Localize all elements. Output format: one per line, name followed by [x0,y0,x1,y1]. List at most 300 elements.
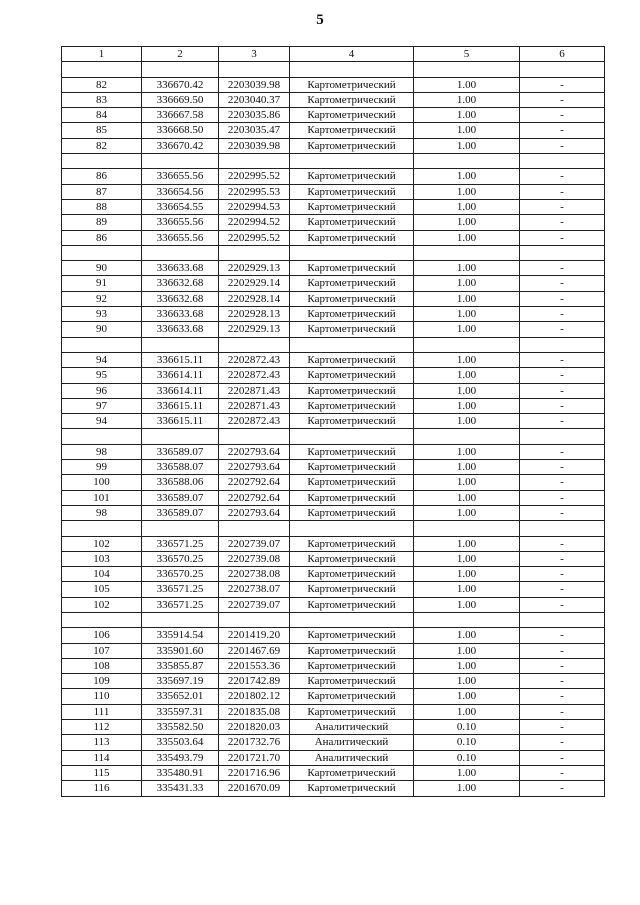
method-cell: Картометрический [290,199,414,214]
method-cell: Картометрический [290,307,414,322]
table-row [62,261,605,276]
empty-cell [414,62,520,77]
point-number-cell: 98 [62,505,142,520]
accuracy-cell: 0.10 [414,750,520,765]
y-coordinate-cell: 2202928.14 [219,291,290,306]
empty-cell [142,337,219,352]
y-coordinate-cell: 2201721.70 [219,750,290,765]
table-row [62,230,605,245]
empty-cell [414,521,520,536]
note-cell: - [520,199,605,214]
point-number-cell: 114 [62,750,142,765]
point-number-cell: 86 [62,230,142,245]
empty-cell [290,429,414,444]
x-coordinate-cell: 336588.07 [142,460,219,475]
method-cell: Аналитический [290,735,414,750]
accuracy-cell: 1.00 [414,322,520,337]
empty-cell [520,337,605,352]
accuracy-cell: 1.00 [414,765,520,780]
y-coordinate-cell: 2202792.64 [219,475,290,490]
x-coordinate-cell: 335597.31 [142,704,219,719]
accuracy-cell: 1.00 [414,261,520,276]
empty-cell [219,521,290,536]
empty-cell [142,154,219,169]
note-cell: - [520,92,605,107]
y-coordinate-cell: 2201716.96 [219,765,290,780]
method-cell: Картометрический [290,261,414,276]
x-coordinate-cell: 336632.68 [142,291,219,306]
note-cell: - [520,551,605,566]
x-coordinate-cell: 336615.11 [142,398,219,413]
y-coordinate-cell: 2201670.09 [219,781,290,796]
accuracy-cell: 1.00 [414,123,520,138]
accuracy-cell: 1.00 [414,505,520,520]
point-number-cell: 103 [62,551,142,566]
point-number-cell: 91 [62,276,142,291]
table-row [62,184,605,199]
x-coordinate-cell: 336632.68 [142,276,219,291]
table-row [62,750,605,765]
y-coordinate-cell: 2201820.03 [219,720,290,735]
table-row [62,444,605,459]
spacer-row [62,154,605,169]
y-coordinate-cell: 2202929.14 [219,276,290,291]
x-coordinate-cell: 335582.50 [142,720,219,735]
accuracy-cell: 1.00 [414,597,520,612]
note-cell: - [520,108,605,123]
empty-cell [520,521,605,536]
y-coordinate-cell: 2202793.64 [219,444,290,459]
accuracy-cell: 1.00 [414,169,520,184]
y-coordinate-cell: 2202872.43 [219,352,290,367]
table-row [62,582,605,597]
note-cell: - [520,536,605,551]
y-coordinate-cell: 2202738.08 [219,567,290,582]
y-coordinate-cell: 2202793.64 [219,460,290,475]
empty-cell [219,612,290,627]
empty-cell [62,612,142,627]
note-cell: - [520,123,605,138]
accuracy-cell: 1.00 [414,490,520,505]
empty-cell [219,245,290,260]
note-cell: - [520,230,605,245]
accuracy-cell: 1.00 [414,536,520,551]
accuracy-cell: 1.00 [414,307,520,322]
accuracy-cell: 1.00 [414,199,520,214]
table-row [62,460,605,475]
accuracy-cell: 1.00 [414,368,520,383]
x-coordinate-cell: 335855.87 [142,658,219,673]
x-coordinate-cell: 336655.56 [142,215,219,230]
empty-cell [520,245,605,260]
table-row [62,123,605,138]
header-row [62,47,605,62]
column-header: 5 [414,47,520,62]
note-cell: - [520,781,605,796]
method-cell: Картометрический [290,322,414,337]
note-cell: - [520,398,605,413]
y-coordinate-cell: 2203035.86 [219,108,290,123]
y-coordinate-cell: 2202994.52 [219,215,290,230]
spacer-row [62,337,605,352]
table-row [62,735,605,750]
accuracy-cell: 1.00 [414,781,520,796]
empty-cell [520,154,605,169]
x-coordinate-cell: 336570.25 [142,551,219,566]
point-number-cell: 95 [62,368,142,383]
point-number-cell: 86 [62,169,142,184]
table-row [62,92,605,107]
note-cell: - [520,307,605,322]
point-number-cell: 104 [62,567,142,582]
table-row [62,551,605,566]
table-row [62,169,605,184]
empty-cell [142,612,219,627]
empty-cell [520,429,605,444]
y-coordinate-cell: 2202739.07 [219,597,290,612]
x-coordinate-cell: 336670.42 [142,77,219,92]
method-cell: Картометрический [290,704,414,719]
method-cell: Картометрический [290,184,414,199]
table-body [62,62,605,796]
method-cell: Картометрический [290,505,414,520]
accuracy-cell: 1.00 [414,551,520,566]
empty-cell [219,154,290,169]
accuracy-cell: 1.00 [414,444,520,459]
x-coordinate-cell: 336667.58 [142,108,219,123]
empty-cell [219,62,290,77]
x-coordinate-cell: 336589.07 [142,444,219,459]
empty-cell [142,245,219,260]
point-number-cell: 111 [62,704,142,719]
table-row [62,398,605,413]
point-number-cell: 113 [62,735,142,750]
y-coordinate-cell: 2201732.76 [219,735,290,750]
note-cell: - [520,628,605,643]
method-cell: Картометрический [290,689,414,704]
table-row [62,704,605,719]
point-number-cell: 98 [62,444,142,459]
x-coordinate-cell: 336633.68 [142,307,219,322]
accuracy-cell: 1.00 [414,658,520,673]
method-cell: Картометрический [290,77,414,92]
point-number-cell: 115 [62,765,142,780]
accuracy-cell: 1.00 [414,215,520,230]
note-cell: - [520,674,605,689]
empty-cell [142,521,219,536]
y-coordinate-cell: 2202738.07 [219,582,290,597]
method-cell: Картометрический [290,368,414,383]
note-cell: - [520,720,605,735]
x-coordinate-cell: 335431.33 [142,781,219,796]
point-number-cell: 107 [62,643,142,658]
note-cell: - [520,475,605,490]
y-coordinate-cell: 2202739.07 [219,536,290,551]
method-cell: Картометрический [290,765,414,780]
method-cell: Картометрический [290,414,414,429]
y-coordinate-cell: 2203039.98 [219,138,290,153]
method-cell: Аналитический [290,750,414,765]
table-row [62,490,605,505]
empty-cell [414,429,520,444]
column-header: 2 [142,47,219,62]
spacer-row [62,612,605,627]
note-cell: - [520,138,605,153]
table-row [62,597,605,612]
accuracy-cell: 1.00 [414,352,520,367]
empty-cell [142,429,219,444]
table-row [62,276,605,291]
point-number-cell: 89 [62,215,142,230]
x-coordinate-cell: 336615.11 [142,414,219,429]
table-row [62,765,605,780]
empty-cell [290,521,414,536]
y-coordinate-cell: 2202872.43 [219,414,290,429]
y-coordinate-cell: 2202872.43 [219,368,290,383]
accuracy-cell: 1.00 [414,398,520,413]
note-cell: - [520,444,605,459]
accuracy-cell: 0.10 [414,735,520,750]
table-row [62,643,605,658]
accuracy-cell: 1.00 [414,138,520,153]
note-cell: - [520,291,605,306]
note-cell: - [520,658,605,673]
point-number-cell: 102 [62,536,142,551]
point-number-cell: 102 [62,597,142,612]
x-coordinate-cell: 336571.25 [142,582,219,597]
column-header: 3 [219,47,290,62]
accuracy-cell: 1.00 [414,582,520,597]
table-row [62,368,605,383]
empty-cell [290,612,414,627]
note-cell: - [520,765,605,780]
x-coordinate-cell: 336589.07 [142,490,219,505]
table-row [62,77,605,92]
note-cell: - [520,322,605,337]
empty-cell [520,62,605,77]
y-coordinate-cell: 2202871.43 [219,383,290,398]
method-cell: Картометрический [290,92,414,107]
point-number-cell: 96 [62,383,142,398]
y-coordinate-cell: 2203039.98 [219,77,290,92]
y-coordinate-cell: 2201553.36 [219,658,290,673]
point-number-cell: 84 [62,108,142,123]
accuracy-cell: 1.00 [414,276,520,291]
empty-cell [290,62,414,77]
accuracy-cell: 1.00 [414,92,520,107]
accuracy-cell: 1.00 [414,674,520,689]
y-coordinate-cell: 2202871.43 [219,398,290,413]
y-coordinate-cell: 2201742.89 [219,674,290,689]
note-cell: - [520,414,605,429]
coordinates-table [61,46,605,797]
y-coordinate-cell: 2201802.12 [219,689,290,704]
column-header: 1 [62,47,142,62]
table-row [62,108,605,123]
table-row [62,383,605,398]
table-row [62,658,605,673]
x-coordinate-cell: 335493.79 [142,750,219,765]
x-coordinate-cell: 336655.56 [142,169,219,184]
note-cell: - [520,689,605,704]
y-coordinate-cell: 2203040.37 [219,92,290,107]
point-number-cell: 112 [62,720,142,735]
x-coordinate-cell: 336670.42 [142,138,219,153]
point-number-cell: 90 [62,261,142,276]
x-coordinate-cell: 336654.56 [142,184,219,199]
point-number-cell: 82 [62,77,142,92]
x-coordinate-cell: 336615.11 [142,352,219,367]
note-cell: - [520,460,605,475]
empty-cell [219,429,290,444]
note-cell: - [520,704,605,719]
point-number-cell: 109 [62,674,142,689]
note-cell: - [520,184,605,199]
column-header: 6 [520,47,605,62]
point-number-cell: 116 [62,781,142,796]
point-number-cell: 101 [62,490,142,505]
table-row [62,689,605,704]
method-cell: Картометрический [290,582,414,597]
y-coordinate-cell: 2203035.47 [219,123,290,138]
point-number-cell: 97 [62,398,142,413]
note-cell: - [520,643,605,658]
method-cell: Картометрический [290,383,414,398]
empty-cell [290,245,414,260]
x-coordinate-cell: 336655.56 [142,230,219,245]
point-number-cell: 82 [62,138,142,153]
y-coordinate-cell: 2202928.13 [219,307,290,322]
y-coordinate-cell: 2202929.13 [219,322,290,337]
note-cell: - [520,352,605,367]
method-cell: Картометрический [290,597,414,612]
y-coordinate-cell: 2202793.64 [219,505,290,520]
accuracy-cell: 1.00 [414,383,520,398]
method-cell: Картометрический [290,291,414,306]
note-cell: - [520,276,605,291]
x-coordinate-cell: 336571.25 [142,597,219,612]
table-row [62,322,605,337]
method-cell: Картометрический [290,230,414,245]
note-cell: - [520,383,605,398]
method-cell: Картометрический [290,475,414,490]
method-cell: Картометрический [290,169,414,184]
empty-cell [414,245,520,260]
point-number-cell: 85 [62,123,142,138]
table-row [62,720,605,735]
table-row [62,291,605,306]
empty-cell [290,154,414,169]
empty-cell [219,337,290,352]
accuracy-cell: 1.00 [414,628,520,643]
method-cell: Картометрический [290,551,414,566]
note-cell: - [520,750,605,765]
method-cell: Картометрический [290,276,414,291]
x-coordinate-cell: 335901.60 [142,643,219,658]
y-coordinate-cell: 2202739.08 [219,551,290,566]
x-coordinate-cell: 335697.19 [142,674,219,689]
point-number-cell: 110 [62,689,142,704]
empty-cell [142,62,219,77]
method-cell: Картометрический [290,138,414,153]
spacer-row [62,62,605,77]
point-number-cell: 87 [62,184,142,199]
note-cell: - [520,505,605,520]
accuracy-cell: 1.00 [414,291,520,306]
method-cell: Картометрический [290,352,414,367]
empty-cell [414,612,520,627]
accuracy-cell: 1.00 [414,460,520,475]
accuracy-cell: 1.00 [414,230,520,245]
y-coordinate-cell: 2201835.08 [219,704,290,719]
table-row [62,674,605,689]
empty-cell [62,62,142,77]
table-row [62,505,605,520]
accuracy-cell: 1.00 [414,108,520,123]
point-number-cell: 100 [62,475,142,490]
accuracy-cell: 1.00 [414,643,520,658]
y-coordinate-cell: 2202995.52 [219,169,290,184]
table-row [62,215,605,230]
y-coordinate-cell: 2202929.13 [219,261,290,276]
method-cell: Картометрический [290,674,414,689]
empty-cell [62,429,142,444]
x-coordinate-cell: 336633.68 [142,261,219,276]
table-row [62,781,605,796]
method-cell: Картометрический [290,215,414,230]
method-cell: Картометрический [290,567,414,582]
table-row [62,352,605,367]
accuracy-cell: 1.00 [414,567,520,582]
point-number-cell: 90 [62,322,142,337]
point-number-cell: 105 [62,582,142,597]
y-coordinate-cell: 2201467.69 [219,643,290,658]
empty-cell [414,337,520,352]
x-coordinate-cell: 336668.50 [142,123,219,138]
method-cell: Картометрический [290,108,414,123]
note-cell: - [520,567,605,582]
empty-cell [414,154,520,169]
accuracy-cell: 0.10 [414,720,520,735]
y-coordinate-cell: 2202994.53 [219,199,290,214]
accuracy-cell: 1.00 [414,184,520,199]
accuracy-cell: 1.00 [414,77,520,92]
y-coordinate-cell: 2202995.53 [219,184,290,199]
page-number: 5 [316,12,324,28]
note-cell: - [520,368,605,383]
note-cell: - [520,490,605,505]
table-row [62,138,605,153]
note-cell: - [520,215,605,230]
y-coordinate-cell: 2202792.64 [219,490,290,505]
note-cell: - [520,597,605,612]
x-coordinate-cell: 335480.91 [142,765,219,780]
point-number-cell: 92 [62,291,142,306]
y-coordinate-cell: 2202995.52 [219,230,290,245]
table-row [62,307,605,322]
empty-cell [62,245,142,260]
table-row [62,414,605,429]
x-coordinate-cell: 336614.11 [142,368,219,383]
accuracy-cell: 1.00 [414,414,520,429]
point-number-cell: 83 [62,92,142,107]
method-cell: Картометрический [290,398,414,413]
x-coordinate-cell: 335503.64 [142,735,219,750]
empty-cell [62,154,142,169]
point-number-cell: 99 [62,460,142,475]
x-coordinate-cell: 336633.68 [142,322,219,337]
method-cell: Картометрический [290,460,414,475]
